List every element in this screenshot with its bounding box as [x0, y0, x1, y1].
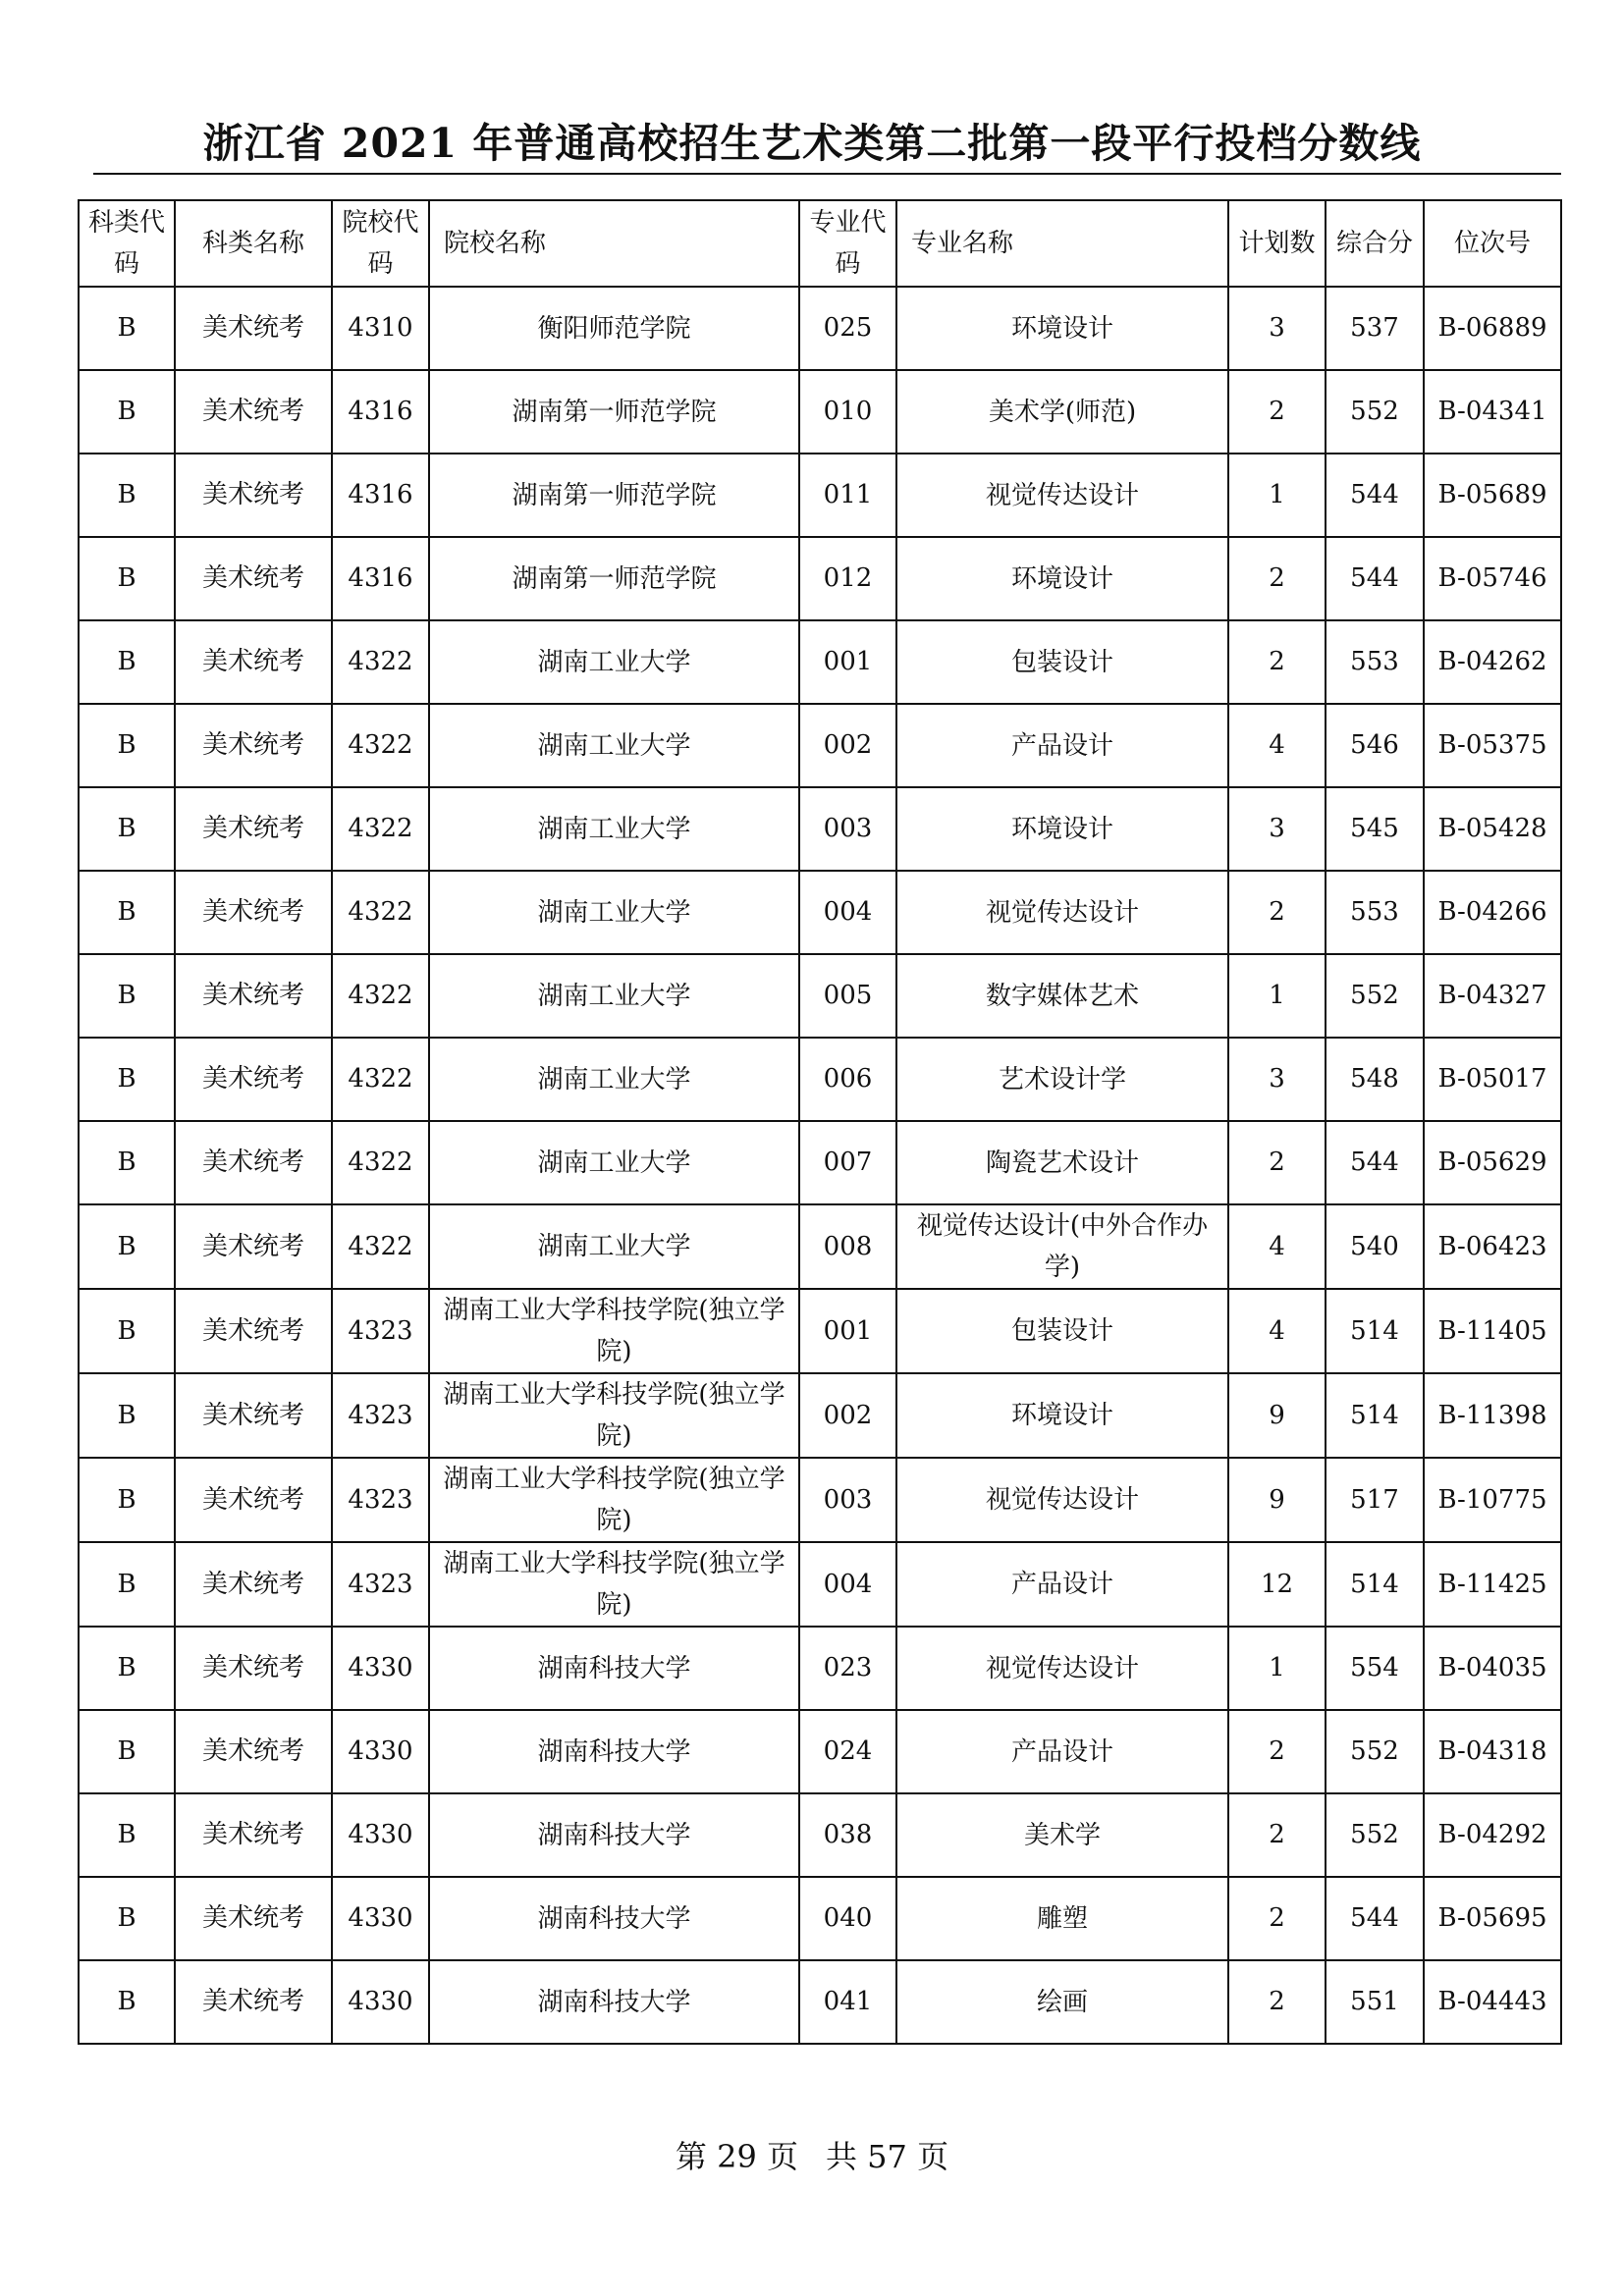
- table-row: [79, 1960, 1561, 2044]
- cell-rank-number: B-05629: [1424, 1121, 1561, 1204]
- cell-plan-count: 4: [1228, 1289, 1326, 1373]
- cell-rank-number: B-11398: [1424, 1373, 1561, 1458]
- cell-composite-score: 552: [1326, 370, 1424, 454]
- cell-rank-number: B-10775: [1424, 1458, 1561, 1542]
- cell-major-name: 美术学(师范): [896, 370, 1228, 454]
- cell-school-code: 4316: [332, 537, 429, 620]
- cell-school-name: 湖南工业大学: [429, 704, 799, 787]
- cell-school-code: 4316: [332, 370, 429, 454]
- cell-category-code: B: [79, 620, 175, 704]
- cell-plan-count: 2: [1228, 1710, 1326, 1793]
- cell-school-name: 湖南工业大学: [429, 1204, 799, 1289]
- cell-school-code: 4322: [332, 787, 429, 871]
- page-footer: [0, 2135, 1624, 2178]
- table-row: [79, 1121, 1561, 1204]
- cell-composite-score: 552: [1326, 1710, 1424, 1793]
- cell-major-name: 视觉传达设计: [896, 454, 1228, 537]
- cell-plan-count: 2: [1228, 1877, 1326, 1960]
- cell-major-name: 陶瓷艺术设计: [896, 1121, 1228, 1204]
- cell-composite-score: 514: [1326, 1373, 1424, 1458]
- cell-category-code: B: [79, 370, 175, 454]
- page-title: 浙江省 2021 年普通高校招生艺术类第二批第一段平行投档分数线: [202, 120, 1422, 167]
- cell-school-code: 4330: [332, 1960, 429, 2044]
- cell-plan-count: 2: [1228, 620, 1326, 704]
- cell-category-code: B: [79, 454, 175, 537]
- cell-plan-count: 2: [1228, 871, 1326, 954]
- cell-plan-count: 4: [1228, 1204, 1326, 1289]
- cell-major-code: 004: [799, 1542, 896, 1627]
- table-row: [79, 287, 1561, 370]
- cell-plan-count: 3: [1228, 1038, 1326, 1121]
- table-header-row: [79, 200, 1561, 287]
- cell-school-code: 4316: [332, 454, 429, 537]
- cell-school-name: 湖南科技大学: [429, 1877, 799, 1960]
- cell-major-code: 002: [799, 1373, 896, 1458]
- cell-composite-score: 544: [1326, 1121, 1424, 1204]
- cell-composite-score: 544: [1326, 454, 1424, 537]
- cell-major-code: 001: [799, 620, 896, 704]
- cell-rank-number: B-04262: [1424, 620, 1561, 704]
- cell-category-code: B: [79, 787, 175, 871]
- cell-major-code: 006: [799, 1038, 896, 1121]
- cell-major-name: 视觉传达设计: [896, 1627, 1228, 1710]
- cell-major-code: 003: [799, 787, 896, 871]
- cell-school-code: 4330: [332, 1793, 429, 1877]
- cell-rank-number: B-04327: [1424, 954, 1561, 1038]
- table-row: [79, 1204, 1561, 1289]
- cell-school-name: 湖南第一师范学院: [429, 537, 799, 620]
- cell-school-code: 4322: [332, 954, 429, 1038]
- cell-plan-count: 9: [1228, 1458, 1326, 1542]
- cell-school-code: 4322: [332, 871, 429, 954]
- cell-category-code: B: [79, 1373, 175, 1458]
- cell-major-name: 视觉传达设计(中外合作办学): [896, 1204, 1228, 1289]
- cell-rank-number: B-04035: [1424, 1627, 1561, 1710]
- cell-rank-number: B-11405: [1424, 1289, 1561, 1373]
- cell-major-code: 001: [799, 1289, 896, 1373]
- cell-plan-count: 2: [1228, 370, 1326, 454]
- table-row: [79, 537, 1561, 620]
- cell-category-name: 美术统考: [175, 1627, 332, 1710]
- cell-major-code: 004: [799, 871, 896, 954]
- cell-rank-number: B-05746: [1424, 537, 1561, 620]
- cell-major-name: 产品设计: [896, 1542, 1228, 1627]
- header-composite-score: 综合分: [1326, 200, 1424, 287]
- cell-composite-score: 548: [1326, 1038, 1424, 1121]
- table-row: [79, 704, 1561, 787]
- cell-category-code: B: [79, 1877, 175, 1960]
- cell-school-code: 4322: [332, 620, 429, 704]
- table-row: [79, 1038, 1561, 1121]
- cell-plan-count: 9: [1228, 1373, 1326, 1458]
- cell-major-code: 002: [799, 704, 896, 787]
- cell-category-name: 美术统考: [175, 370, 332, 454]
- cell-category-code: B: [79, 1458, 175, 1542]
- table-body: [79, 287, 1561, 2044]
- cell-composite-score: 540: [1326, 1204, 1424, 1289]
- cell-major-code: 024: [799, 1710, 896, 1793]
- cell-major-name: 环境设计: [896, 537, 1228, 620]
- cell-major-code: 007: [799, 1121, 896, 1204]
- cell-major-code: 041: [799, 1960, 896, 2044]
- page-number: 第 29 页: [675, 2138, 798, 2175]
- cell-category-name: 美术统考: [175, 1710, 332, 1793]
- table-row: [79, 1542, 1561, 1627]
- cell-composite-score: 553: [1326, 620, 1424, 704]
- cell-composite-score: 544: [1326, 537, 1424, 620]
- cell-major-name: 数字媒体艺术: [896, 954, 1228, 1038]
- cell-category-code: B: [79, 871, 175, 954]
- cell-composite-score: 514: [1326, 1289, 1424, 1373]
- cell-school-code: 4322: [332, 704, 429, 787]
- cell-category-name: 美术统考: [175, 287, 332, 370]
- cell-category-code: B: [79, 1038, 175, 1121]
- table-row: [79, 1289, 1561, 1373]
- cell-major-code: 011: [799, 454, 896, 537]
- cell-school-code: 4322: [332, 1121, 429, 1204]
- cell-category-name: 美术统考: [175, 537, 332, 620]
- cell-rank-number: B-05695: [1424, 1877, 1561, 1960]
- cell-category-code: B: [79, 537, 175, 620]
- table-row: [79, 1793, 1561, 1877]
- cell-category-name: 美术统考: [175, 1121, 332, 1204]
- cell-plan-count: 3: [1228, 787, 1326, 871]
- cell-school-code: 4330: [332, 1877, 429, 1960]
- cell-major-code: 008: [799, 1204, 896, 1289]
- cell-composite-score: 552: [1326, 1793, 1424, 1877]
- cell-school-name: 衡阳师范学院: [429, 287, 799, 370]
- table-row: [79, 1458, 1561, 1542]
- cell-category-name: 美术统考: [175, 1373, 332, 1458]
- cell-rank-number: B-05428: [1424, 787, 1561, 871]
- table-row: [79, 871, 1561, 954]
- table-row: [79, 1373, 1561, 1458]
- cell-composite-score: 545: [1326, 787, 1424, 871]
- cell-composite-score: 552: [1326, 954, 1424, 1038]
- cell-major-code: 038: [799, 1793, 896, 1877]
- cell-composite-score: 551: [1326, 1960, 1424, 2044]
- table-row: [79, 454, 1561, 537]
- cell-major-name: 视觉传达设计: [896, 871, 1228, 954]
- header-category-name: 科类名称: [175, 200, 332, 287]
- cell-category-code: B: [79, 287, 175, 370]
- cell-plan-count: 1: [1228, 1627, 1326, 1710]
- cell-rank-number: B-05375: [1424, 704, 1561, 787]
- cell-major-name: 艺术设计学: [896, 1038, 1228, 1121]
- cell-plan-count: 12: [1228, 1542, 1326, 1627]
- admission-score-table: [78, 199, 1562, 2045]
- cell-plan-count: 2: [1228, 1121, 1326, 1204]
- page-total: 共 57 页: [826, 2138, 949, 2175]
- cell-major-code: 010: [799, 370, 896, 454]
- cell-school-name: 湖南工业大学: [429, 1121, 799, 1204]
- cell-school-name: 湖南工业大学: [429, 871, 799, 954]
- cell-rank-number: B-11425: [1424, 1542, 1561, 1627]
- cell-category-name: 美术统考: [175, 620, 332, 704]
- cell-plan-count: 3: [1228, 287, 1326, 370]
- cell-school-name: 湖南科技大学: [429, 1710, 799, 1793]
- cell-category-name: 美术统考: [175, 1877, 332, 1960]
- cell-category-code: B: [79, 954, 175, 1038]
- cell-major-name: 产品设计: [896, 1710, 1228, 1793]
- cell-major-code: 012: [799, 537, 896, 620]
- cell-major-code: 025: [799, 287, 896, 370]
- cell-major-name: 包装设计: [896, 620, 1228, 704]
- cell-plan-count: 1: [1228, 454, 1326, 537]
- cell-rank-number: B-05017: [1424, 1038, 1561, 1121]
- cell-school-name: 湖南第一师范学院: [429, 454, 799, 537]
- cell-composite-score: 517: [1326, 1458, 1424, 1542]
- cell-major-name: 美术学: [896, 1793, 1228, 1877]
- table-row: [79, 787, 1561, 871]
- cell-rank-number: B-04318: [1424, 1710, 1561, 1793]
- cell-school-name: 湖南工业大学: [429, 787, 799, 871]
- cell-school-name: 湖南工业大学: [429, 1038, 799, 1121]
- header-school-code: 院校代码: [332, 200, 429, 287]
- table-row: [79, 954, 1561, 1038]
- cell-school-code: 4330: [332, 1710, 429, 1793]
- cell-school-code: 4323: [332, 1542, 429, 1627]
- cell-school-name: 湖南第一师范学院: [429, 370, 799, 454]
- table-row: [79, 620, 1561, 704]
- cell-category-name: 美术统考: [175, 787, 332, 871]
- cell-major-name: 环境设计: [896, 787, 1228, 871]
- cell-school-code: 4322: [332, 1204, 429, 1289]
- cell-school-name: 湖南工业大学科技学院(独立学院): [429, 1373, 799, 1458]
- cell-category-code: B: [79, 704, 175, 787]
- cell-category-code: B: [79, 1204, 175, 1289]
- cell-school-name: 湖南工业大学科技学院(独立学院): [429, 1289, 799, 1373]
- cell-composite-score: 514: [1326, 1542, 1424, 1627]
- cell-rank-number: B-06889: [1424, 287, 1561, 370]
- cell-category-name: 美术统考: [175, 704, 332, 787]
- header-plan-count: 计划数: [1228, 200, 1326, 287]
- cell-major-code: 005: [799, 954, 896, 1038]
- cell-major-name: 绘画: [896, 1960, 1228, 2044]
- cell-school-code: 4322: [332, 1038, 429, 1121]
- cell-rank-number: B-04292: [1424, 1793, 1561, 1877]
- header-rank-number: 位次号: [1424, 200, 1561, 287]
- cell-school-name: 湖南工业大学: [429, 954, 799, 1038]
- cell-major-code: 023: [799, 1627, 896, 1710]
- cell-category-code: B: [79, 1542, 175, 1627]
- cell-category-name: 美术统考: [175, 954, 332, 1038]
- cell-rank-number: B-06423: [1424, 1204, 1561, 1289]
- cell-major-name: 包装设计: [896, 1289, 1228, 1373]
- cell-category-code: B: [79, 1710, 175, 1793]
- cell-major-name: 产品设计: [896, 704, 1228, 787]
- header-major-code: 专业代码: [799, 200, 896, 287]
- cell-school-code: 4310: [332, 287, 429, 370]
- cell-category-code: B: [79, 1627, 175, 1710]
- cell-school-name: 湖南科技大学: [429, 1627, 799, 1710]
- cell-category-name: 美术统考: [175, 454, 332, 537]
- cell-category-name: 美术统考: [175, 1038, 332, 1121]
- cell-school-name: 湖南工业大学科技学院(独立学院): [429, 1458, 799, 1542]
- cell-plan-count: 2: [1228, 1960, 1326, 2044]
- cell-school-name: 湖南科技大学: [429, 1960, 799, 2044]
- cell-category-code: B: [79, 1793, 175, 1877]
- cell-major-name: 视觉传达设计: [896, 1458, 1228, 1542]
- cell-rank-number: B-04266: [1424, 871, 1561, 954]
- cell-school-name: 湖南工业大学科技学院(独立学院): [429, 1542, 799, 1627]
- cell-school-name: 湖南科技大学: [429, 1793, 799, 1877]
- cell-major-name: 环境设计: [896, 287, 1228, 370]
- table-row: [79, 370, 1561, 454]
- header-school-name: 院校名称: [429, 200, 799, 287]
- cell-rank-number: B-05689: [1424, 454, 1561, 537]
- header-major-name: 专业名称: [896, 200, 1228, 287]
- cell-composite-score: 554: [1326, 1627, 1424, 1710]
- cell-school-code: 4323: [332, 1373, 429, 1458]
- header-category-code: 科类代码: [79, 200, 175, 287]
- cell-composite-score: 537: [1326, 287, 1424, 370]
- cell-category-name: 美术统考: [175, 1289, 332, 1373]
- cell-composite-score: 553: [1326, 871, 1424, 954]
- cell-category-code: B: [79, 1289, 175, 1373]
- title-divider: [93, 173, 1561, 175]
- cell-plan-count: 2: [1228, 1793, 1326, 1877]
- cell-category-name: 美术统考: [175, 1542, 332, 1627]
- cell-rank-number: B-04443: [1424, 1960, 1561, 2044]
- cell-category-name: 美术统考: [175, 1458, 332, 1542]
- cell-plan-count: 1: [1228, 954, 1326, 1038]
- cell-major-name: 环境设计: [896, 1373, 1228, 1458]
- cell-rank-number: B-04341: [1424, 370, 1561, 454]
- cell-major-code: 003: [799, 1458, 896, 1542]
- cell-major-code: 040: [799, 1877, 896, 1960]
- cell-category-code: B: [79, 1121, 175, 1204]
- cell-school-code: 4323: [332, 1289, 429, 1373]
- table-row: [79, 1877, 1561, 1960]
- cell-category-name: 美术统考: [175, 1204, 332, 1289]
- cell-major-name: 雕塑: [896, 1877, 1228, 1960]
- cell-school-code: 4330: [332, 1627, 429, 1710]
- table-row: [79, 1710, 1561, 1793]
- cell-composite-score: 544: [1326, 1877, 1424, 1960]
- cell-category-name: 美术统考: [175, 1793, 332, 1877]
- cell-plan-count: 2: [1228, 537, 1326, 620]
- cell-school-name: 湖南工业大学: [429, 620, 799, 704]
- table-row: [79, 1627, 1561, 1710]
- cell-category-name: 美术统考: [175, 871, 332, 954]
- cell-category-code: B: [79, 1960, 175, 2044]
- cell-plan-count: 4: [1228, 704, 1326, 787]
- cell-category-name: 美术统考: [175, 1960, 332, 2044]
- cell-school-code: 4323: [332, 1458, 429, 1542]
- cell-composite-score: 546: [1326, 704, 1424, 787]
